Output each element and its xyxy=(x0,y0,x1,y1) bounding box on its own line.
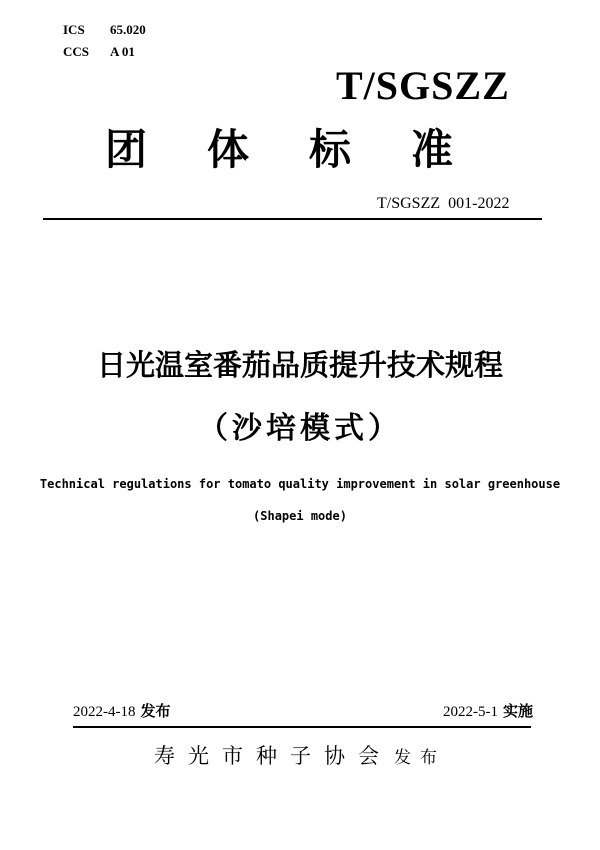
footer-divider xyxy=(73,726,531,728)
dates-row xyxy=(73,700,533,721)
ics-label: ICS xyxy=(63,22,85,37)
document-main-title: 日光温室番茄品质提升技术规程 xyxy=(96,350,503,382)
document-english-subtitle: (Shapei mode) xyxy=(253,509,347,523)
ics-code-line xyxy=(63,19,146,41)
implement-date-group xyxy=(443,700,533,721)
ccs-value: A 01 xyxy=(110,44,135,59)
issue-date-group xyxy=(73,700,171,721)
classification-codes xyxy=(63,19,146,63)
standard-type-heading: 团体标准 xyxy=(104,126,513,173)
standard-number: T/SGSZZ 001-2022 xyxy=(377,195,510,212)
ccs-label: CCS xyxy=(63,44,90,59)
publisher-line xyxy=(0,740,600,770)
implement-label: 实施 xyxy=(502,703,533,720)
publisher-name: 寿光市种子协会 xyxy=(154,745,392,768)
issue-label: 发布 xyxy=(140,703,171,720)
issue-date: 2022-4-18 xyxy=(73,704,136,720)
publisher-action: 发布 xyxy=(394,748,446,767)
org-code-heading: T/SGSZZ xyxy=(336,63,510,108)
ccs-code-line xyxy=(63,41,146,63)
ics-value: 65.020 xyxy=(110,22,146,37)
implement-date: 2022-5-1 xyxy=(442,704,498,720)
document-sub-title: （沙培模式） xyxy=(198,412,402,445)
header-divider xyxy=(43,218,542,220)
document-english-title: Technical regulations for tomato quality improvement in solar greenhouse xyxy=(39,477,561,491)
